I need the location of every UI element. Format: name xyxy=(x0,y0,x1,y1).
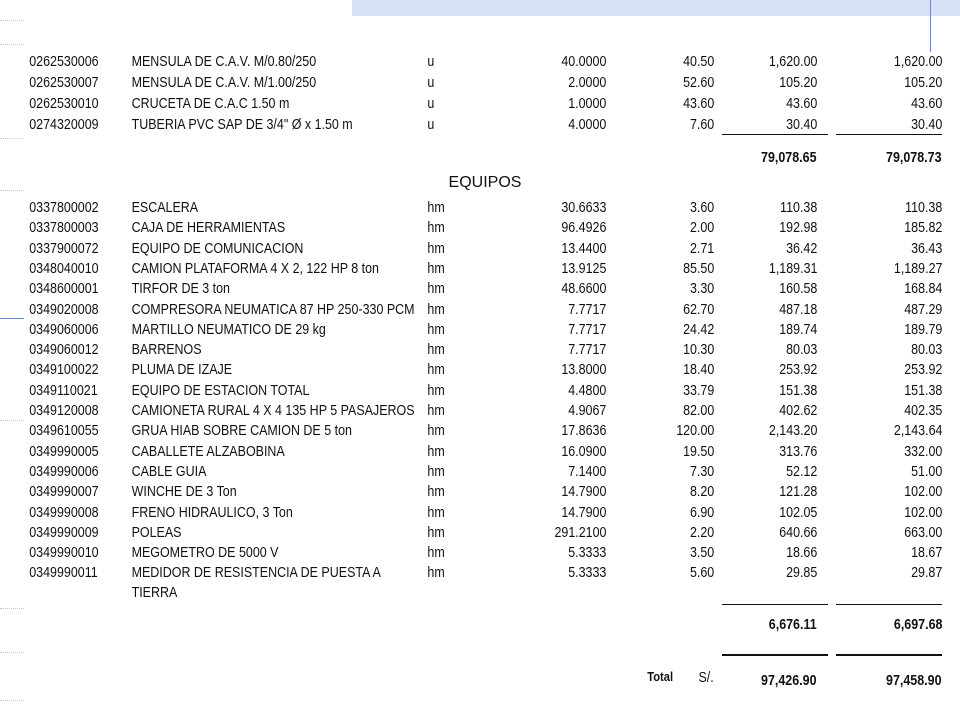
item-code: 0349990010 xyxy=(29,545,99,561)
item-total: 43.60 xyxy=(910,96,942,112)
section-title-equipos: EQUIPOS xyxy=(448,174,522,191)
item-partial: 18.66 xyxy=(785,545,817,561)
item-code: 0349990011 xyxy=(29,565,98,581)
item-unit: hm xyxy=(427,423,445,439)
item-code: 0349120008 xyxy=(29,403,99,419)
item-unit: hm xyxy=(427,525,445,541)
item-code: 0349990005 xyxy=(29,444,99,460)
item-unit: hm xyxy=(427,302,445,318)
item-description: CABALLETE ALZABOBINA xyxy=(131,444,285,460)
item-total: 1,189.27 xyxy=(893,261,942,277)
item-quantity: 40.0000 xyxy=(560,54,606,70)
item-description: MARTILLO NEUMATICO DE 29 kg xyxy=(131,322,326,338)
item-unit: hm xyxy=(427,322,445,338)
item-quantity: 16.0900 xyxy=(560,444,606,460)
item-partial: 80.03 xyxy=(785,342,817,358)
item-code: 0349020008 xyxy=(29,302,99,318)
item-quantity: 7.7717 xyxy=(567,302,606,318)
item-code: 0349060012 xyxy=(29,342,99,358)
item-description: PLUMA DE IZAJE xyxy=(131,362,233,378)
item-unit-price: 18.40 xyxy=(682,362,714,378)
item-code: 0349990007 xyxy=(29,484,99,500)
item-description: EQUIPO DE ESTACION TOTAL xyxy=(131,383,310,399)
item-quantity: 14.7900 xyxy=(560,484,606,500)
item-code: 0262530007 xyxy=(29,75,99,91)
item-partial: 151.38 xyxy=(778,383,817,399)
item-unit-price: 33.79 xyxy=(682,383,714,399)
margin-guide xyxy=(0,190,24,191)
item-unit: hm xyxy=(427,383,445,399)
item-total: 102.00 xyxy=(903,484,942,500)
item-total: 253.92 xyxy=(903,362,942,378)
item-unit-price: 5.60 xyxy=(689,565,714,581)
item-unit-price: 7.60 xyxy=(689,117,714,133)
item-quantity: 17.8636 xyxy=(560,423,606,439)
equipos-total-rule xyxy=(836,604,942,605)
grand-total-label: Total xyxy=(647,669,673,684)
item-unit-price: 2.71 xyxy=(689,241,714,257)
item-total: 487.29 xyxy=(903,302,942,318)
item-quantity: 14.7900 xyxy=(560,505,606,521)
item-partial: 2,143.20 xyxy=(768,423,817,439)
item-partial: 192.98 xyxy=(778,220,817,236)
item-unit: u xyxy=(427,117,435,133)
item-partial: 487.18 xyxy=(778,302,817,318)
item-total: 110.38 xyxy=(904,200,942,216)
item-total: 80.03 xyxy=(910,342,942,358)
item-quantity: 13.8000 xyxy=(560,362,606,378)
item-code: 0349060006 xyxy=(29,322,99,338)
item-code: 0262530010 xyxy=(29,96,99,112)
item-description: CAMIONETA RURAL 4 X 4 135 HP 5 PASAJEROS xyxy=(131,403,415,419)
item-unit-price: 3.60 xyxy=(689,200,714,216)
item-unit: hm xyxy=(427,241,445,257)
item-unit-price: 3.50 xyxy=(689,545,714,561)
item-unit: hm xyxy=(427,565,445,581)
item-code: 0348040010 xyxy=(29,261,99,277)
item-unit-price: 40.50 xyxy=(682,54,714,70)
margin-guide xyxy=(0,138,24,139)
equipo-row-continuation xyxy=(0,583,826,603)
item-code: 0337800002 xyxy=(29,200,99,216)
item-code: 0349990009 xyxy=(29,525,99,541)
grand-total-currency: S/. xyxy=(698,670,714,686)
item-unit: u xyxy=(427,54,435,70)
item-description: CAMION PLATAFORMA 4 X 2, 122 HP 8 ton xyxy=(131,261,380,277)
item-unit: hm xyxy=(427,545,445,561)
item-partial: 160.58 xyxy=(778,281,817,297)
item-quantity: 4.4800 xyxy=(567,383,606,399)
item-description: BARRENOS xyxy=(131,342,202,358)
equipos-partial-rule xyxy=(722,604,828,605)
item-unit: hm xyxy=(427,220,445,236)
item-unit-price: 8.20 xyxy=(689,484,714,500)
item-unit-price: 10.30 xyxy=(682,342,714,358)
item-unit-price: 85.50 xyxy=(682,261,714,277)
item-description: COMPRESORA NEUMATICA 87 HP 250-330 PCM xyxy=(131,302,415,318)
item-partial: 36.42 xyxy=(785,241,817,257)
grand-total-partial: 97,426.90 xyxy=(761,673,817,689)
margin-guide xyxy=(0,652,24,653)
item-quantity: 7.1400 xyxy=(567,464,606,480)
item-total: 1,620.00 xyxy=(893,54,942,70)
item-total: 185.82 xyxy=(903,220,942,236)
item-total: 30.40 xyxy=(910,117,942,133)
item-description-continuation: TIERRA xyxy=(131,585,178,601)
equipos-subtotal-total: 6,697.68 xyxy=(893,617,942,633)
item-total: 168.84 xyxy=(903,281,942,297)
item-unit-price: 6.90 xyxy=(689,505,714,521)
item-unit-price: 2.20 xyxy=(689,525,714,541)
item-code: 0349610055 xyxy=(29,423,99,439)
item-unit: hm xyxy=(427,342,445,358)
item-total: 36.43 xyxy=(910,241,942,257)
item-quantity: 7.7717 xyxy=(567,322,606,338)
item-total: 2,143.64 xyxy=(893,423,942,439)
item-code: 0349990006 xyxy=(29,464,99,480)
item-total: 332.00 xyxy=(903,444,942,460)
item-description: MEGOMETRO DE 5000 V xyxy=(131,545,279,561)
item-quantity: 291.2100 xyxy=(553,525,606,541)
item-quantity: 13.4400 xyxy=(560,241,606,257)
item-quantity: 5.3333 xyxy=(567,545,606,561)
grand-total-total: 97,458.90 xyxy=(886,673,942,689)
item-partial: 189.74 xyxy=(778,322,817,338)
item-partial: 102.05 xyxy=(778,505,817,521)
item-total: 151.38 xyxy=(903,383,942,399)
item-total: 663.00 xyxy=(903,525,942,541)
item-unit-price: 7.30 xyxy=(689,464,714,480)
item-description: EQUIPO DE COMUNICACION xyxy=(131,241,304,257)
item-code: 0262530006 xyxy=(29,54,99,70)
item-description: GRUA HIAB SOBRE CAMION DE 5 ton xyxy=(131,423,352,439)
item-total: 102.00 xyxy=(903,505,942,521)
item-code: 0349110021 xyxy=(29,383,98,399)
item-partial: 105.20 xyxy=(778,75,817,91)
item-unit: hm xyxy=(427,505,445,521)
item-partial: 43.60 xyxy=(785,96,817,112)
item-unit: hm xyxy=(427,484,445,500)
top-decorative-band xyxy=(352,0,960,16)
item-description: ESCALERA xyxy=(131,200,199,216)
item-unit-price: 43.60 xyxy=(682,96,714,112)
materials-partial-rule xyxy=(722,134,828,135)
item-code: 0349100022 xyxy=(29,362,99,378)
item-partial: 30.40 xyxy=(785,117,817,133)
item-partial: 253.92 xyxy=(778,362,817,378)
item-quantity: 7.7717 xyxy=(567,342,606,358)
total-partial-rule xyxy=(722,654,828,656)
item-description: FRENO HIDRAULICO, 3 Ton xyxy=(131,505,293,521)
item-unit-price: 62.70 xyxy=(682,302,714,318)
item-partial: 121.28 xyxy=(778,484,817,500)
item-partial: 402.62 xyxy=(778,403,817,419)
item-total: 189.79 xyxy=(903,322,942,338)
item-quantity: 13.9125 xyxy=(560,261,606,277)
item-partial: 52.12 xyxy=(785,464,817,480)
materials-subtotal-partial: 79,078.65 xyxy=(761,150,817,166)
item-unit: hm xyxy=(427,200,445,216)
item-description: MEDIDOR DE RESISTENCIA DE PUESTA A xyxy=(131,565,381,581)
item-unit: u xyxy=(427,75,435,91)
item-unit: hm xyxy=(427,444,445,460)
item-description: MENSULA DE C.A.V. M/0.80/250 xyxy=(131,54,317,70)
item-code: 0348600001 xyxy=(29,281,99,297)
equipos-subtotal-partial: 6,676.11 xyxy=(769,617,817,633)
item-description: CAJA DE HERRAMIENTAS xyxy=(131,220,286,236)
item-code: 0274320009 xyxy=(29,117,99,133)
item-total: 18.67 xyxy=(910,545,942,561)
item-unit-price: 2.00 xyxy=(689,220,714,236)
materials-total-rule xyxy=(836,134,942,135)
item-quantity: 96.4926 xyxy=(560,220,606,236)
materials-subtotal-total: 79,078.73 xyxy=(886,150,942,166)
item-unit-price: 82.00 xyxy=(682,403,714,419)
item-total: 105.20 xyxy=(903,75,942,91)
item-unit-price: 3.30 xyxy=(689,281,714,297)
item-partial: 1,620.00 xyxy=(768,54,817,70)
item-unit: hm xyxy=(427,261,445,277)
item-quantity: 2.0000 xyxy=(567,75,606,91)
margin-guide xyxy=(0,20,24,21)
top-vertical-rule xyxy=(930,0,931,52)
item-unit: hm xyxy=(427,403,445,419)
item-description: CRUCETA DE C.A.C 1.50 m xyxy=(131,96,290,112)
item-unit-price: 19.50 xyxy=(682,444,714,460)
item-quantity: 48.6600 xyxy=(560,281,606,297)
item-quantity: 5.3333 xyxy=(567,565,606,581)
margin-guide xyxy=(0,700,24,701)
margin-guide xyxy=(0,44,24,45)
item-total: 51.00 xyxy=(910,464,942,480)
item-unit: hm xyxy=(427,464,445,480)
total-total-rule xyxy=(836,654,942,656)
item-unit-price: 120.00 xyxy=(675,423,714,439)
item-code: 0349990008 xyxy=(29,505,99,521)
item-partial: 1,189.31 xyxy=(768,261,817,277)
item-unit-price: 52.60 xyxy=(682,75,714,91)
item-partial: 313.76 xyxy=(778,444,817,460)
item-code: 0337900072 xyxy=(29,241,99,257)
item-unit-price: 24.42 xyxy=(682,322,714,338)
item-partial: 29.85 xyxy=(785,565,817,581)
item-total: 29.87 xyxy=(910,565,942,581)
item-description: MENSULA DE C.A.V. M/1.00/250 xyxy=(131,75,317,91)
item-partial: 110.38 xyxy=(779,200,817,216)
margin-guide xyxy=(0,420,24,421)
item-description: WINCHE DE 3 Ton xyxy=(131,484,237,500)
item-quantity: 1.0000 xyxy=(567,96,606,112)
item-unit: u xyxy=(427,96,435,112)
item-quantity: 4.9067 xyxy=(567,403,606,419)
item-partial: 640.66 xyxy=(778,525,817,541)
item-description: TUBERIA PVC SAP DE 3/4" Ø x 1.50 m xyxy=(131,117,353,133)
margin-guide xyxy=(0,608,24,609)
item-quantity: 30.6633 xyxy=(560,200,606,216)
item-code: 0337800003 xyxy=(29,220,99,236)
item-quantity: 4.0000 xyxy=(567,117,606,133)
item-unit: hm xyxy=(427,281,445,297)
item-description: POLEAS xyxy=(131,525,182,541)
item-unit: hm xyxy=(427,362,445,378)
item-total: 402.35 xyxy=(903,403,942,419)
item-description: TIRFOR DE 3 ton xyxy=(131,281,230,297)
item-description: CABLE GUIA xyxy=(131,464,207,480)
